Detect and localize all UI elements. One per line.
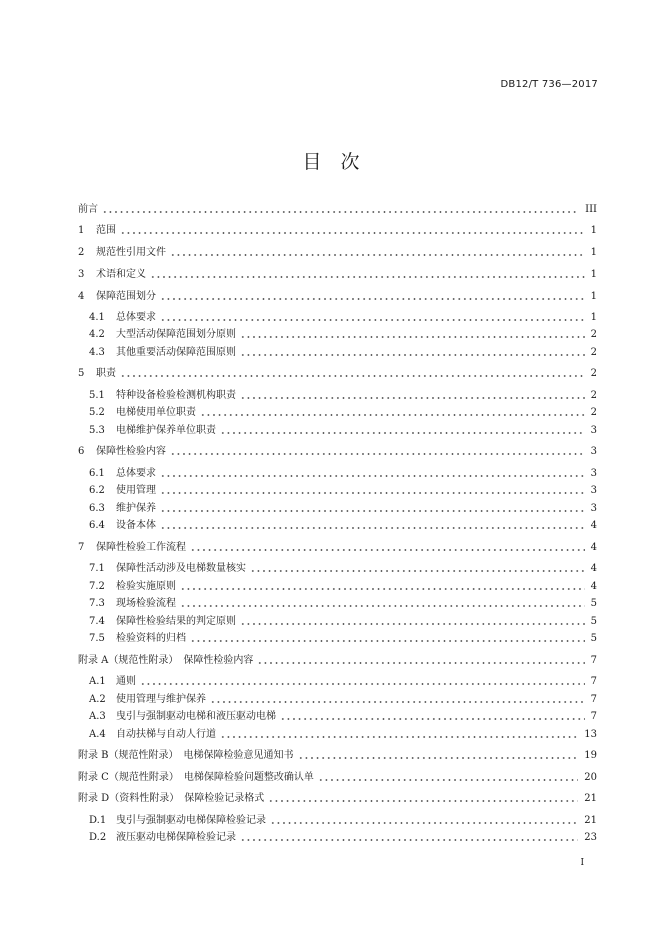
toc-entry-label: 附录 C（规范性附录） 电梯保障检验问题整改确认单 (78, 772, 314, 783)
toc-entry-number: 4.2 (89, 329, 105, 340)
toc-entry-page: 3 (590, 468, 597, 479)
toc-entry-label: 检验资料的归档 (116, 633, 186, 644)
toc-entry-label: 维护保养 (116, 503, 156, 514)
toc-entry[interactable] (78, 219, 597, 237)
toc-entry-label: 现场检验流程 (116, 598, 176, 609)
toc-entry[interactable] (78, 401, 597, 419)
toc-entry-page: 20 (584, 772, 597, 783)
toc-entry-number: D.2 (89, 832, 107, 843)
toc-entry-label: 使用管理 (116, 485, 156, 496)
toc-entry-page: 2 (590, 390, 597, 401)
toc-entry-page: 5 (590, 633, 597, 644)
toc-entry-number: 4.3 (89, 347, 105, 358)
dot-leader (190, 640, 585, 642)
toc-entry-page: 1 (590, 269, 597, 280)
toc-entry-label: 通则 (116, 676, 136, 687)
toc-entry[interactable] (78, 479, 597, 497)
toc-entry-number: D.1 (89, 815, 107, 826)
dot-leader (240, 397, 585, 399)
dot-leader (240, 623, 585, 625)
dot-leader (160, 475, 585, 477)
toc-entry[interactable] (78, 341, 597, 359)
toc-entry-label: 附录 B（规范性附录） 电梯保障检验意见通知书 (78, 750, 294, 761)
toc-entry-page: 21 (584, 815, 597, 826)
toc-entry-page: 1 (590, 247, 597, 258)
toc-entry-label: 设备本体 (116, 520, 156, 531)
toc-entry-number: 5.2 (89, 407, 105, 418)
toc-entry-label: 前言 (78, 204, 98, 215)
toc-entry[interactable] (78, 826, 597, 844)
toc-entry[interactable] (78, 536, 597, 554)
toc-entry-label: 总体要求 (116, 312, 156, 323)
dot-leader (318, 779, 578, 781)
dot-leader (270, 822, 578, 824)
toc-entry-label: 曳引与强制驱动电梯和液压驱动电梯 (116, 711, 276, 722)
dot-leader (120, 232, 585, 234)
toc-entry-page: 3 (590, 503, 597, 514)
toc-entry-page: 7 (590, 711, 597, 722)
toc-entry-page: 4 (590, 563, 597, 574)
dot-leader (170, 453, 585, 455)
toc-entry-number: 7.5 (89, 633, 105, 644)
toc-entry[interactable] (78, 241, 597, 259)
toc-entry-number: 3 (78, 269, 85, 280)
toc-entry-page: 4 (590, 520, 597, 531)
toc-entry[interactable] (78, 575, 597, 593)
dot-leader (210, 701, 585, 703)
toc-entry-label: 曳引与强制驱动电梯保障检验记录 (116, 815, 266, 826)
dot-leader (200, 414, 585, 416)
toc-entry-page: 1 (590, 312, 597, 323)
dot-leader (240, 839, 578, 841)
dot-leader (180, 605, 585, 607)
toc-entry-number: 6.3 (89, 503, 105, 514)
page-title: 目 次 (302, 151, 360, 173)
toc-entry-page: 4 (590, 542, 597, 553)
toc-entry-label: 其他重要活动保障范围原则 (116, 347, 236, 358)
toc-entry[interactable] (78, 384, 597, 402)
dot-leader (180, 588, 585, 590)
toc-entry-label: 附录 A（规范性附录） 保障性检验内容 (78, 655, 254, 666)
toc-entry-number: A.2 (89, 694, 106, 705)
dot-leader (220, 432, 585, 434)
toc-entry-number: 5 (78, 368, 85, 379)
toc-entry-label: 保障性检验内容 (96, 446, 166, 457)
toc-entry-page: 2 (590, 347, 597, 358)
toc-entry-page: 3 (590, 446, 597, 457)
toc-entry-label: 保障性活动涉及电梯数量核实 (116, 563, 246, 574)
toc-entry[interactable] (78, 323, 597, 341)
toc-entry-label: 使用管理与维护保养 (116, 694, 206, 705)
toc-entry[interactable] (78, 723, 597, 741)
toc-entry-page: 4 (590, 581, 597, 592)
dot-leader (268, 800, 578, 802)
dot-leader (250, 570, 585, 572)
document-code: DB12/T 736—2017 (500, 79, 598, 90)
toc-entry[interactable] (78, 198, 597, 216)
page-number: I (580, 858, 584, 868)
dot-leader (240, 336, 585, 338)
toc-entry-number: 6.2 (89, 485, 105, 496)
dot-leader (190, 549, 585, 551)
toc-entry[interactable] (78, 787, 597, 805)
toc-entry-number: 5.3 (89, 425, 105, 436)
dot-leader (160, 510, 585, 512)
toc-entry-number: 4.1 (89, 312, 105, 323)
toc-entry-page: 7 (590, 676, 597, 687)
toc-entry-label: 特种设备检验检测机构职责 (116, 390, 236, 401)
toc-entry[interactable] (78, 497, 597, 515)
toc-entry-number: A.4 (89, 729, 106, 740)
dot-leader (150, 276, 585, 278)
toc-entry[interactable] (78, 306, 597, 324)
toc-entry[interactable] (78, 809, 597, 827)
toc-entry-number: 7.1 (89, 563, 105, 574)
toc-entry-page: III (585, 204, 597, 215)
toc-entry-number: 2 (78, 247, 85, 258)
dot-leader (160, 298, 585, 300)
toc-entry-number: 6.1 (89, 468, 105, 479)
toc-entry-label: 附录 D（资料性附录） 保障检验记录格式 (78, 793, 265, 804)
toc-entry[interactable] (78, 362, 597, 380)
dot-leader (160, 319, 585, 321)
toc-entry-label: 自动扶梯与自动人行道 (116, 729, 216, 740)
toc-entry-number: 1 (78, 225, 85, 236)
toc-entry[interactable] (78, 766, 597, 784)
dot-leader (140, 683, 585, 685)
toc-entry-number: 7.2 (89, 581, 105, 592)
toc-entry[interactable] (78, 263, 597, 281)
toc-entry-page: 7 (590, 694, 597, 705)
dot-leader (170, 254, 585, 256)
dot-leader (120, 375, 585, 377)
toc-entry[interactable] (78, 705, 597, 723)
toc-entry-label: 总体要求 (116, 468, 156, 479)
toc-entry-number: 7.4 (89, 616, 105, 627)
toc-entry[interactable] (78, 557, 597, 575)
dot-leader (160, 492, 585, 494)
toc-entry[interactable] (78, 627, 597, 645)
toc-entry[interactable] (78, 744, 597, 762)
toc-entry-label: 大型活动保障范围划分原则 (116, 329, 236, 340)
toc-entry-label: 范围 (96, 225, 116, 236)
dot-leader (298, 757, 579, 759)
toc-entry-label: 职责 (96, 368, 116, 379)
toc-entry-page: 2 (590, 368, 597, 379)
toc-entry-page: 21 (584, 793, 597, 804)
toc-entry-label: 规范性引用文件 (96, 247, 166, 258)
toc-entry-number: 6 (78, 446, 85, 457)
toc-entry[interactable] (78, 419, 597, 437)
toc-entry-number: 4 (78, 291, 85, 302)
toc-entry-page: 1 (590, 225, 597, 236)
toc-entry-page: 3 (590, 485, 597, 496)
toc-entry-page: 2 (590, 407, 597, 418)
toc-entry-number: 6.4 (89, 520, 105, 531)
toc-entry-page: 5 (590, 616, 597, 627)
toc-entry-page: 19 (584, 750, 597, 761)
toc-entry-number: A.3 (89, 711, 106, 722)
toc-entry-page: 1 (590, 291, 597, 302)
toc-entry-page: 23 (584, 832, 597, 843)
toc-entry-label: 电梯使用单位职责 (116, 407, 196, 418)
dot-leader (257, 662, 584, 664)
toc-entry[interactable] (78, 440, 597, 458)
toc-entry[interactable] (78, 610, 597, 628)
toc-entry-number: 5.1 (89, 390, 105, 401)
toc-entry-page: 2 (590, 329, 597, 340)
toc-entry[interactable] (78, 592, 597, 610)
toc-entry[interactable] (78, 688, 597, 706)
toc-entry-label: 保障性检验工作流程 (96, 542, 186, 553)
toc-entry-label: 液压驱动电梯保障检验记录 (116, 832, 236, 843)
dot-leader (240, 354, 585, 356)
toc-entry-page: 3 (590, 425, 597, 436)
toc-entry[interactable] (78, 514, 597, 532)
toc-entry[interactable] (78, 670, 597, 688)
dot-leader (160, 527, 585, 529)
toc-entry[interactable] (78, 649, 597, 667)
toc-entry[interactable] (78, 462, 597, 480)
toc-entry-page: 13 (584, 729, 597, 740)
dot-leader (220, 736, 578, 738)
toc-entry-label: 术语和定义 (96, 269, 146, 280)
toc-entry-number: 7 (78, 542, 85, 553)
toc-entry-label: 电梯维护保养单位职责 (116, 425, 216, 436)
toc-entry-label: 检验实施原则 (116, 581, 176, 592)
toc-entry[interactable] (78, 285, 597, 303)
dot-leader (102, 211, 579, 213)
toc-entry-label: 保障范围划分 (96, 291, 156, 302)
dot-leader (280, 718, 585, 720)
toc-entry-page: 7 (590, 655, 597, 666)
toc-entry-label: 保障性检验结果的判定原则 (116, 616, 236, 627)
toc-entry-page: 5 (590, 598, 597, 609)
toc-entry-number: 7.3 (89, 598, 105, 609)
toc-entry-number: A.1 (89, 676, 106, 687)
